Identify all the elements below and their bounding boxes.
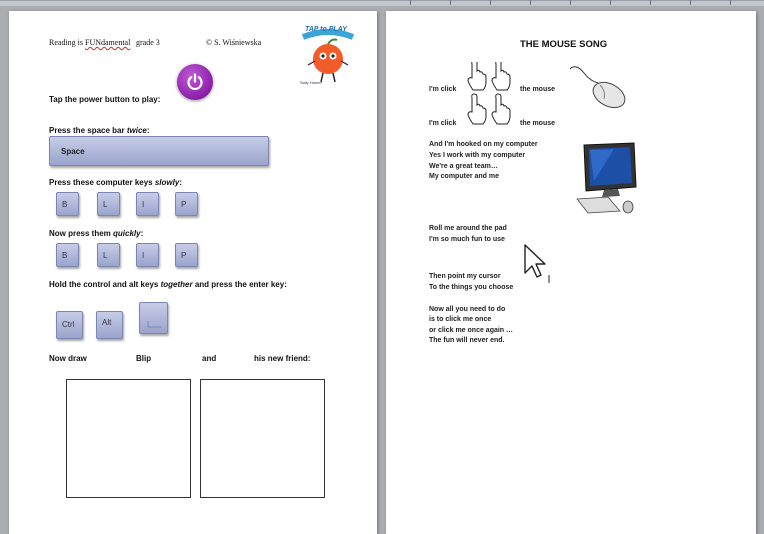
- drawing-box-blip[interactable]: [66, 379, 191, 498]
- power-icon: [186, 73, 204, 91]
- space-key[interactable]: [49, 136, 269, 166]
- key-b-slow[interactable]: [56, 192, 79, 216]
- song-line-2a: I'm click: [429, 120, 457, 127]
- key-label: P: [181, 200, 187, 209]
- ctrl-key[interactable]: [56, 311, 83, 339]
- verse3-line2: I'm so much fun to use: [429, 236, 505, 243]
- document-page-left: [9, 11, 377, 534]
- enter-key[interactable]: [139, 302, 168, 334]
- alt-key[interactable]: [96, 311, 123, 339]
- key-p-quick[interactable]: [175, 243, 198, 267]
- combo-instruction-emph: together: [160, 280, 193, 289]
- space-instruction-emph: twice: [126, 126, 147, 135]
- combo-instruction-suffix: and press the enter key:: [194, 280, 287, 289]
- key-l-quick[interactable]: [97, 243, 120, 267]
- key-label: I: [142, 200, 145, 209]
- header-title-prefix: Reading is: [49, 38, 83, 47]
- verse2-line4: My computer and me: [429, 173, 500, 180]
- computer-mouse-icon: [566, 63, 630, 111]
- space-instruction: [49, 126, 150, 135]
- ctrl-key-label: Ctrl: [62, 320, 75, 329]
- document-page-right: [386, 11, 756, 534]
- key-b-quick[interactable]: [56, 243, 79, 267]
- key-l-slow[interactable]: [97, 192, 120, 216]
- logo-text: TAP to PLAY: [305, 26, 347, 33]
- slow-instruction-suffix: :: [179, 178, 182, 187]
- space-instruction-suffix: :: [146, 126, 150, 135]
- draw-part4: his new friend:: [254, 354, 311, 363]
- verse5-line1: Now all you need to do: [429, 306, 506, 313]
- key-label: P: [181, 251, 187, 260]
- key-label: B: [62, 200, 68, 209]
- key-i-slow[interactable]: [136, 192, 159, 216]
- tap-to-play-logo: [297, 25, 359, 87]
- logo-caption: Sally Hamm: [300, 80, 322, 85]
- slow-instruction-prefix: Press these computer keys: [49, 178, 153, 187]
- header-title-fun: FUNdamental: [85, 38, 131, 47]
- space-key-label: Space: [61, 147, 85, 156]
- verse2-line2: Yes I work with my computer: [429, 152, 526, 159]
- header-author: © S. Wiśniewska: [206, 38, 262, 47]
- verse4-line1: Then point my cursor: [429, 273, 501, 280]
- draw-part2: Blip: [136, 354, 152, 363]
- verse2-line1: And I'm hooked on my computer: [429, 141, 538, 148]
- song-line-1b: the mouse: [520, 86, 556, 93]
- song-line-2b: the mouse: [520, 120, 556, 127]
- key-p-slow[interactable]: [175, 192, 198, 216]
- arrow-cursor-icon: [522, 243, 552, 283]
- quick-instruction: [49, 229, 143, 238]
- key-label: B: [62, 251, 68, 260]
- key-label: L: [103, 251, 108, 260]
- slow-instruction-emph: slowly: [154, 178, 180, 187]
- header-grade: grade 3: [136, 38, 160, 47]
- key-i-quick[interactable]: [136, 243, 159, 267]
- draw-part3: and: [202, 354, 217, 363]
- space-instruction-prefix: Press the space bar: [49, 126, 125, 135]
- song-line-1a: I'm click: [429, 86, 457, 93]
- slow-instruction: [49, 178, 182, 187]
- verse2-line3: We're a great team…: [429, 163, 498, 170]
- verse4-line2: To the things you choose: [429, 284, 514, 291]
- power-button[interactable]: [177, 64, 213, 100]
- combo-instruction: [49, 280, 287, 289]
- verse5-line2: is to click me once: [429, 316, 492, 323]
- alt-key-label: Alt: [102, 318, 112, 327]
- quick-instruction-emph: quickly: [113, 229, 141, 238]
- enter-key-shape: [140, 303, 167, 333]
- key-label: L: [103, 200, 108, 209]
- draw-part1: Now draw: [49, 354, 87, 363]
- verse3-line1: Roll me around the pad: [429, 225, 507, 232]
- combo-instruction-prefix: Hold the control and alt keys: [49, 280, 159, 289]
- drawing-box-friend[interactable]: [200, 379, 325, 498]
- key-label: I: [142, 251, 145, 260]
- verse5-line3: or click me once again …: [429, 327, 514, 334]
- song-title: THE MOUSE SONG: [520, 39, 608, 50]
- verse5-line4: The fun will never end.: [429, 337, 505, 344]
- computer-monitor-icon: [574, 141, 640, 215]
- ruler-strip: [0, 0, 764, 6]
- quick-instruction-suffix: :: [140, 229, 144, 238]
- quick-instruction-prefix: Now press them: [49, 229, 111, 238]
- power-instruction: Tap the power button to play:: [49, 95, 161, 104]
- header-title: [49, 38, 130, 47]
- hand-pointer-icon: [466, 62, 520, 128]
